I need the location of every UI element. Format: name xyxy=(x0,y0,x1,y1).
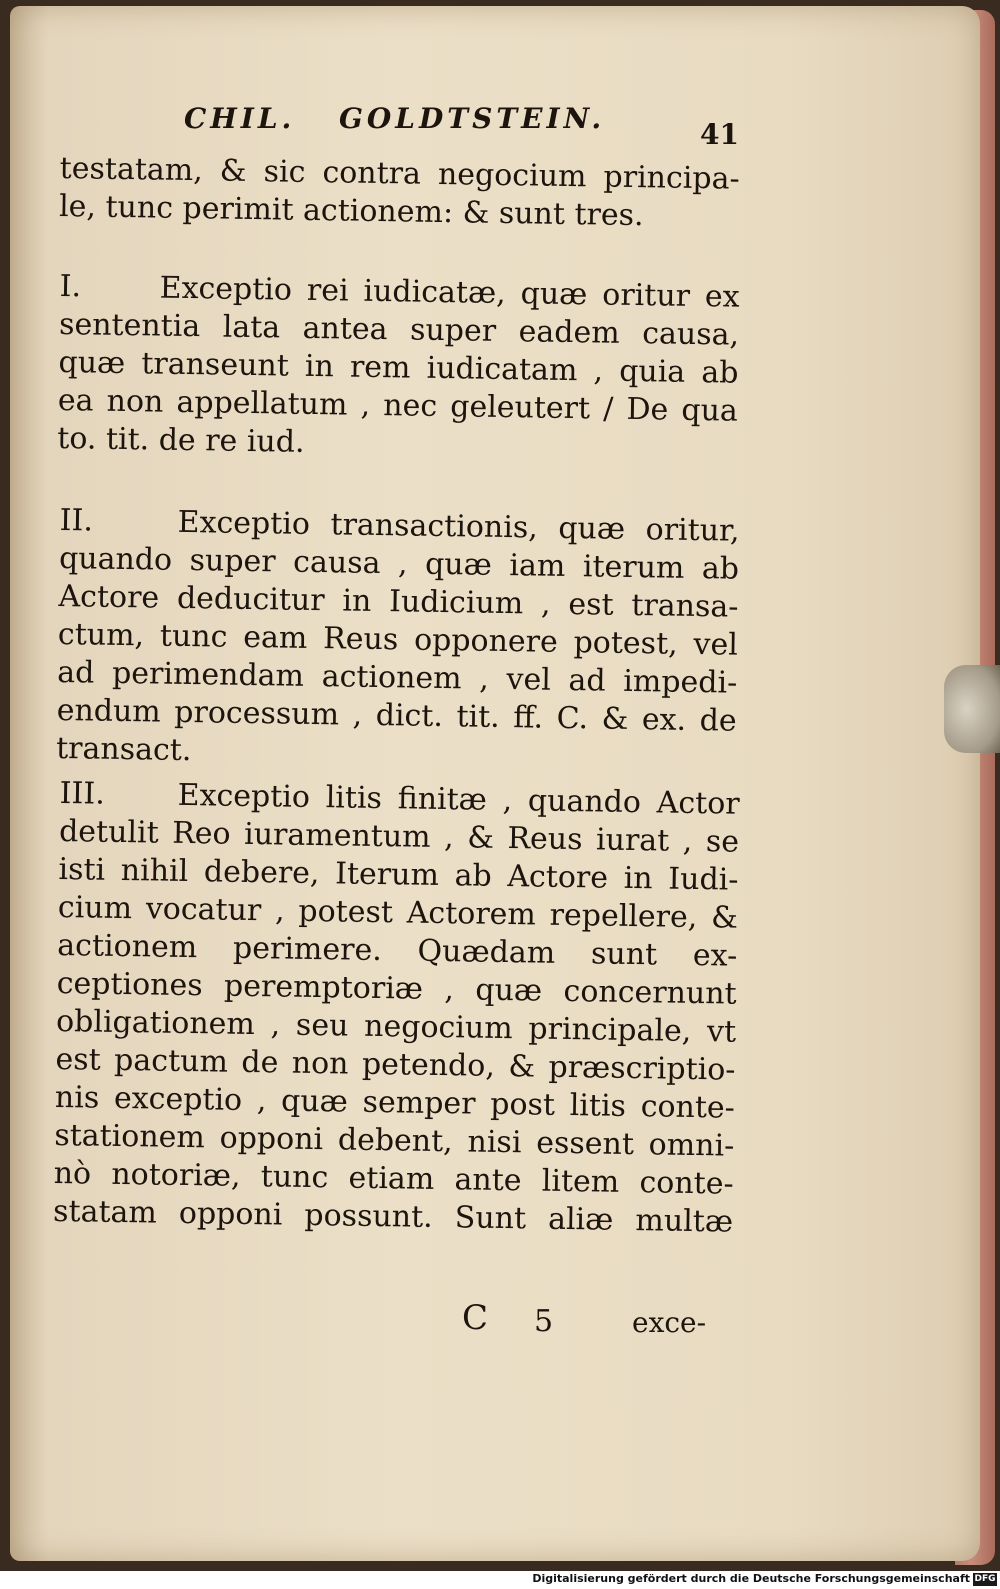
page-clip-tab xyxy=(944,665,1000,753)
text-line: ea non appellatum , nec geleutert / De qua xyxy=(57,382,739,429)
text-line: stationem opponi debent, nisi essent omni- xyxy=(54,1117,735,1164)
signature-number: 5 xyxy=(534,1304,554,1339)
section-2 xyxy=(56,502,740,779)
text-line: transact. xyxy=(55,730,192,769)
text-line: sententia lata antea super eadem causa, xyxy=(58,306,740,353)
text-line: le, tunc perimit actionem: & sunt tres. xyxy=(58,188,644,234)
text-line: ad perimendam actionem , vel ad impedi- xyxy=(57,654,738,701)
text-line: isti nihil debere, Iterum ab Actore in Iudi- xyxy=(58,851,739,898)
text-line: cium vocatur , potest Actorem repellere, & xyxy=(57,889,739,936)
credit-bar xyxy=(0,1571,1000,1589)
running-head-left: CHIL. xyxy=(184,102,296,135)
text-line: to. tit. de re iud. xyxy=(57,420,305,460)
section-1-heading-text: Exceptio rei iudicatæ, quæ oritur ex xyxy=(159,270,740,315)
section-1 xyxy=(57,268,740,469)
section-2-heading-text: Exceptio transactionis, quæ oritur, xyxy=(177,504,740,549)
body-text-top xyxy=(59,150,740,237)
section-1-numeral: I. xyxy=(59,268,82,305)
text-line: obligationem , seu negocium principale, vt xyxy=(55,1003,737,1050)
section-3 xyxy=(53,775,740,1242)
page-footer xyxy=(462,1298,762,1348)
signature-letter: C xyxy=(462,1298,489,1338)
text-line: detulit Reo iuramentum , & Reus iurat , se xyxy=(58,813,740,860)
text-line: quæ transeunt in rem iudicatam , quia ab xyxy=(58,344,739,391)
text-line: testatam, & sic contra negocium principa- xyxy=(59,150,740,197)
text-line: Actore deducitur in Iudicium , est transa- xyxy=(58,578,739,625)
text-line: nò notoriæ, tunc etiam ante litem conte- xyxy=(53,1155,734,1202)
folio-number: 41 xyxy=(700,118,739,151)
text-line: quando super causa , quæ iam iterum ab xyxy=(58,540,740,587)
running-head xyxy=(184,102,744,150)
text-line: nis exceptio , quæ semper post litis conte- xyxy=(54,1079,736,1126)
text-line: est pactum de non petendo, & præscriptio- xyxy=(55,1041,736,1088)
text-line: ctum, tunc eam Reus opponere potest, vel xyxy=(57,616,739,663)
text-line: endum processum , dict. tit. ff. C. & ex. de xyxy=(56,692,737,739)
section-2-numeral: II. xyxy=(59,502,94,539)
running-head-right: GOLDTSTEIN. xyxy=(339,102,606,135)
text-line: statam opponi possunt. Sunt aliæ multæ xyxy=(52,1193,734,1240)
credit-text: Digitalisierung gefördert durch die Deutsche Forschungsgemeinschaft xyxy=(532,1572,970,1585)
dfg-logo: DFG xyxy=(974,1574,996,1584)
text-line: actionem perimere. Quædam sunt ex- xyxy=(57,927,738,974)
catchword: exce- xyxy=(632,1306,707,1339)
text-line: ceptiones peremptoriæ , quæ concernunt xyxy=(56,965,737,1012)
section-3-numeral: III. xyxy=(59,775,106,812)
section-3-heading-text: Exceptio litis finitæ , quando Actor xyxy=(177,777,740,822)
